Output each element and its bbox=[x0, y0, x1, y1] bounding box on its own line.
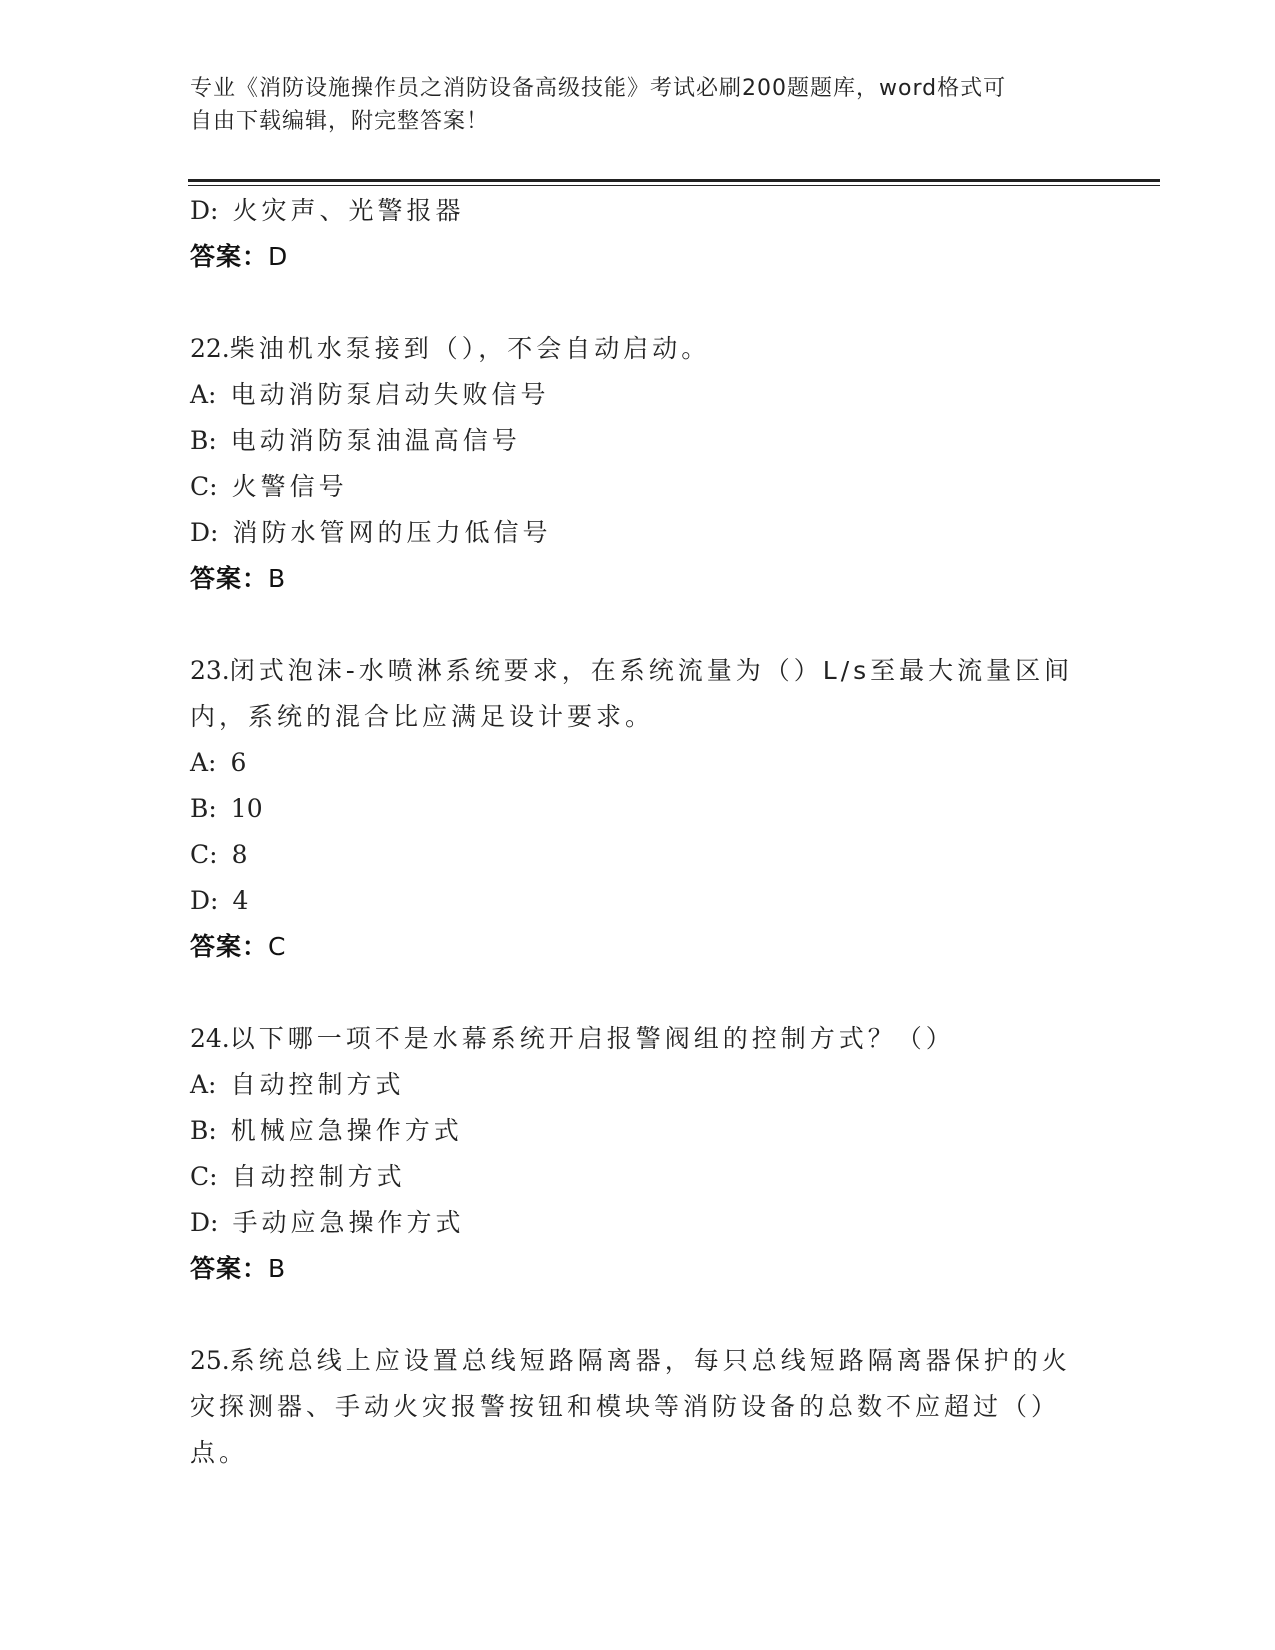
option-c bbox=[190, 832, 1090, 878]
option-label: D: bbox=[190, 886, 219, 915]
option-label: C: bbox=[190, 472, 218, 501]
option-text: 电动消防泵启动失败信号 bbox=[230, 380, 550, 409]
prev-answer bbox=[190, 234, 1090, 280]
option-label: D: bbox=[190, 1208, 219, 1237]
header-divider-thin bbox=[188, 185, 1160, 186]
option-text: 6 bbox=[230, 748, 247, 777]
option-text: 自动控制方式 bbox=[230, 1070, 405, 1099]
option-label: D: bbox=[190, 518, 219, 547]
option-label: D: bbox=[190, 196, 219, 225]
question-24 bbox=[190, 1016, 1090, 1292]
answer bbox=[190, 556, 1090, 602]
option-label: A: bbox=[190, 380, 217, 409]
option-d bbox=[190, 510, 1090, 556]
question-text: 系统总线上应设置总线短路隔离器，每只总线短路隔离器保护的火 bbox=[229, 1346, 1071, 1375]
question-22 bbox=[190, 326, 1090, 602]
question-text: 以下哪一项不是水幕系统开启报警阀组的控制方式？（） bbox=[229, 1024, 955, 1053]
question-stem-line-2 bbox=[190, 694, 1090, 740]
page-header bbox=[190, 72, 1090, 138]
question-number: 24. bbox=[190, 1024, 230, 1053]
question-stem-line-1 bbox=[190, 648, 1090, 694]
option-d bbox=[190, 1200, 1090, 1246]
option-text: 火灾声、光警报器 bbox=[232, 196, 465, 225]
option-label: B: bbox=[190, 794, 217, 823]
option-text: 自动控制方式 bbox=[231, 1162, 406, 1191]
question-text: 点。 bbox=[190, 1438, 249, 1467]
option-text: 10 bbox=[230, 794, 263, 823]
answer-label: 答案： bbox=[190, 932, 269, 961]
option-b bbox=[190, 1108, 1090, 1154]
option-d bbox=[190, 878, 1090, 924]
option-text: 4 bbox=[232, 886, 249, 915]
header-divider-thick bbox=[188, 179, 1160, 182]
answer-label: 答案： bbox=[190, 564, 269, 593]
question-stem-line-1 bbox=[190, 1338, 1090, 1384]
option-c bbox=[190, 464, 1090, 510]
question-23 bbox=[190, 648, 1090, 970]
option-a bbox=[190, 1062, 1090, 1108]
option-label: C: bbox=[190, 840, 218, 869]
question-text: 柴油机水泵接到（），不会自动启动。 bbox=[229, 334, 711, 363]
option-label: A: bbox=[190, 1070, 217, 1099]
header-line-2: 自由下载编辑，附完整答案！ bbox=[190, 109, 490, 134]
option-label: C: bbox=[190, 1162, 218, 1191]
option-text: 机械应急操作方式 bbox=[230, 1116, 463, 1145]
option-b bbox=[190, 786, 1090, 832]
answer-value: B bbox=[268, 1254, 287, 1283]
question-stem-line-3 bbox=[190, 1430, 1090, 1476]
answer bbox=[190, 924, 1090, 970]
option-b bbox=[190, 418, 1090, 464]
prev-option-d bbox=[190, 188, 1090, 234]
question-number: 22. bbox=[190, 334, 230, 363]
spacer bbox=[190, 970, 1090, 1016]
answer-label: 答案： bbox=[190, 1254, 269, 1283]
question-number: 25. bbox=[190, 1346, 230, 1375]
spacer bbox=[190, 602, 1090, 648]
answer bbox=[190, 1246, 1090, 1292]
option-text: 火警信号 bbox=[231, 472, 348, 501]
option-c bbox=[190, 1154, 1090, 1200]
option-label: B: bbox=[190, 426, 217, 455]
option-text: 8 bbox=[231, 840, 248, 869]
answer-value: B bbox=[268, 564, 287, 593]
question-text: 内，系统的混合比应满足设计要求。 bbox=[190, 702, 655, 731]
question-text: 闭式泡沫-水喷淋系统要求，在系统流量为（）L/s至最大流量区间 bbox=[229, 656, 1074, 685]
option-a bbox=[190, 740, 1090, 786]
spacer bbox=[190, 1292, 1090, 1338]
option-text: 消防水管网的压力低信号 bbox=[232, 518, 552, 547]
option-label: A: bbox=[190, 748, 217, 777]
question-stem bbox=[190, 326, 1090, 372]
question-number: 23. bbox=[190, 656, 230, 685]
question-stem bbox=[190, 1016, 1090, 1062]
spacer bbox=[190, 280, 1090, 326]
header-line-1: 专业《消防设施操作员之消防设备高级技能》考试必刷200题题库，word格式可 bbox=[190, 76, 1007, 101]
option-a bbox=[190, 372, 1090, 418]
answer-value: C bbox=[268, 932, 287, 961]
option-text: 手动应急操作方式 bbox=[232, 1208, 465, 1237]
answer-label: 答案： bbox=[190, 242, 269, 271]
question-list bbox=[190, 188, 1090, 1476]
option-label: B: bbox=[190, 1116, 217, 1145]
answer-value: D bbox=[268, 242, 289, 271]
question-25 bbox=[190, 1338, 1090, 1476]
question-stem-line-2 bbox=[190, 1384, 1090, 1430]
question-text: 灾探测器、手动火灾报警按钮和模块等消防设备的总数不应超过（） bbox=[190, 1392, 1061, 1421]
option-text: 电动消防泵油温高信号 bbox=[230, 426, 521, 455]
